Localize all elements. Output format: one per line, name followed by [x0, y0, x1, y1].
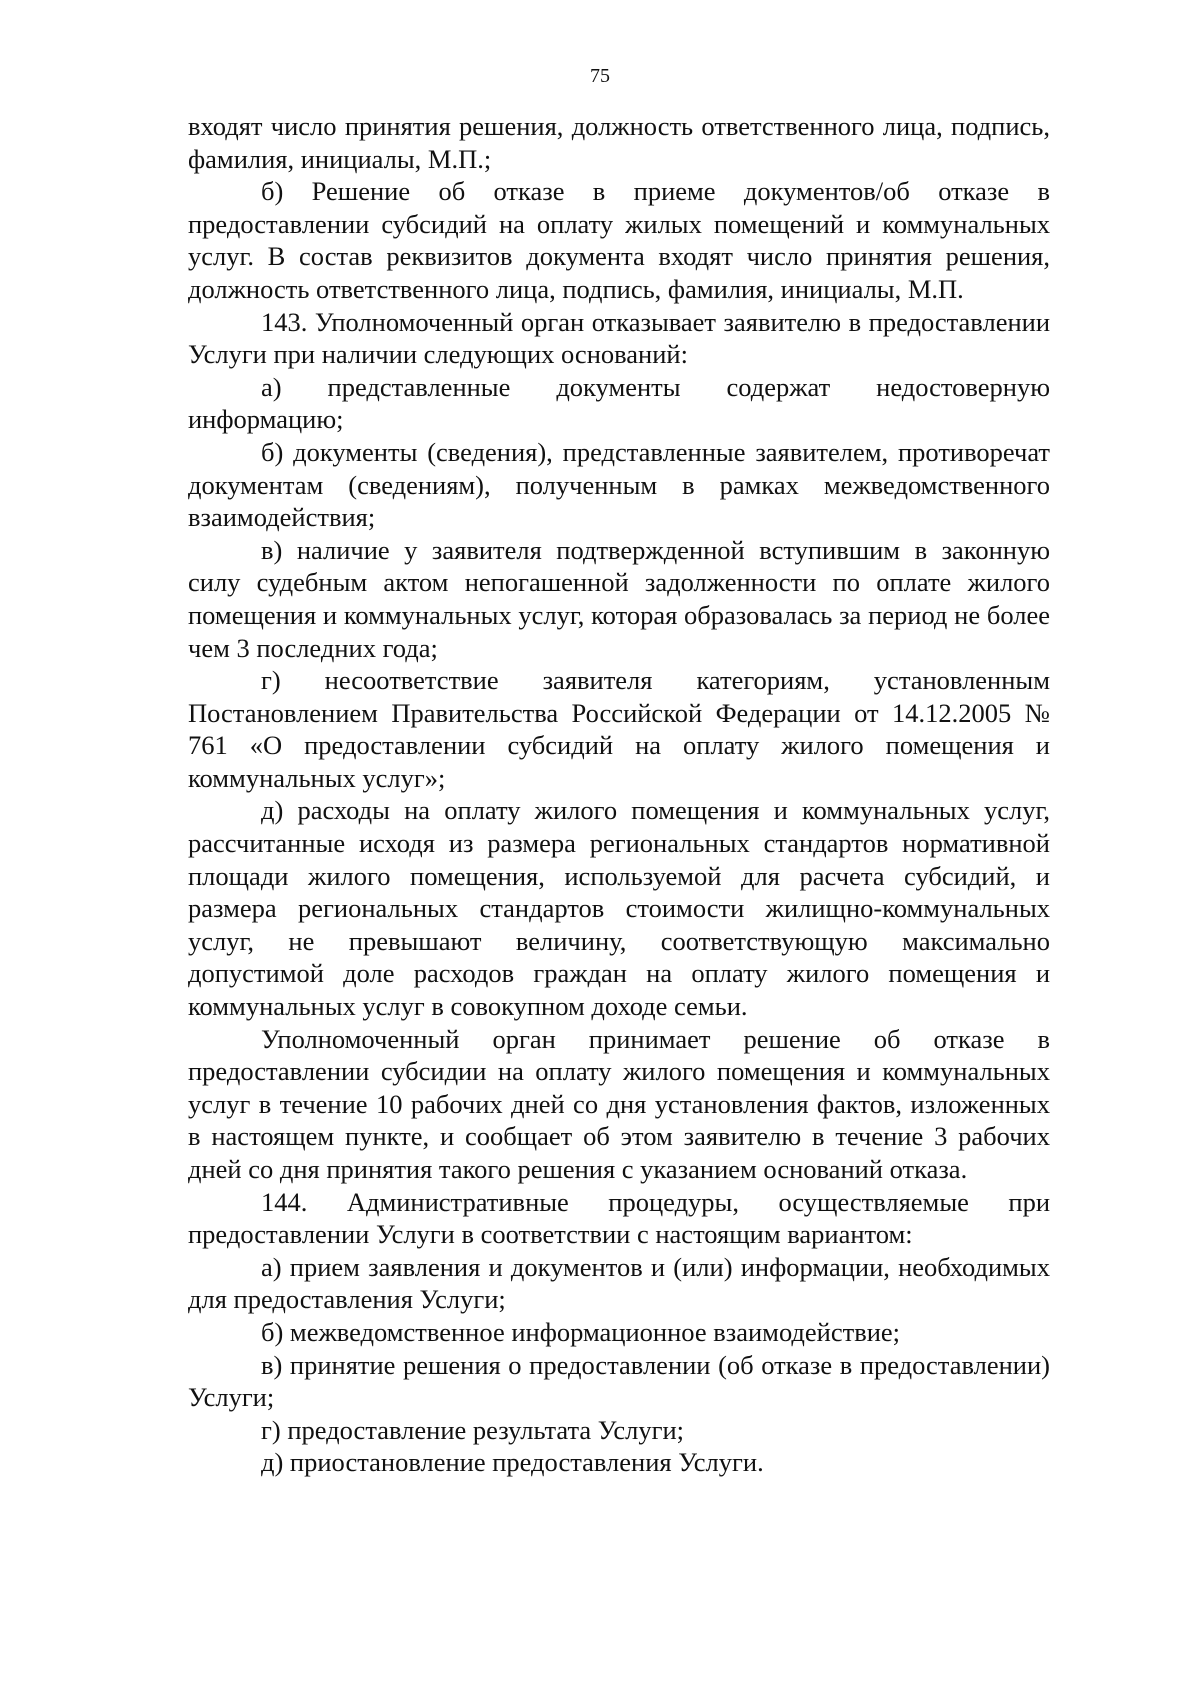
- paragraph-144-v: в) принятие решения о предоставлении (об отказе в предоставлении) Услуги;: [188, 1349, 1050, 1413]
- paragraph-144-d: д) приостановление предоставления Услуги.: [261, 1447, 764, 1478]
- paragraph-143-d: д) расходы на оплату жилого помещения и коммунальных услуг, рассчитанные исходя из размера региональных стандартов нормативной площади жилого помещения, используемой для расчета субсидий, и размера региональных стандартов стоимости жилищно-коммунальных услуг, не превышают величину, соответствующую максимально допустимой доле расходов граждан на оплату жилого помещения и коммунальных услуг в совокупном доходе семьи.: [188, 795, 1050, 1022]
- paragraph-144-g: г) предоставление результата Услуги;: [261, 1414, 685, 1445]
- paragraph-144-heading: 144. Административные процедуры, осуществляемые при предоставлении Услуги в соответствии с настоящим вариантом:: [188, 1186, 1050, 1250]
- paragraph-143-a: а) представленные документы содержат недостоверную информацию;: [188, 371, 1050, 435]
- paragraph-143-g: г) несоответствие заявителя категориям, установленным Постановлением Правительства Российской Федерации от 14.12.2005 № 761 «О предоставлении субсидий на оплату жилого помещения и коммунальных услуг»;: [188, 665, 1050, 793]
- paragraph-144-b: б) межведомственное информационное взаимодействие;: [261, 1316, 901, 1347]
- paragraph-144-a: а) прием заявления и документов и (или) информации, необходимых для предоставления Услуги;: [188, 1251, 1050, 1315]
- paragraph-143-v: в) наличие у заявителя подтвержденной вступившим в законную силу судебным актом непогашенной задолженности по оплате жилого помещения и коммунальных услуг, которая образовалась за период не более чем 3 последних года;: [188, 534, 1050, 663]
- paragraph-continuation: входят число принятия решения, должность ответственного лица, подпись, фамилия, инициалы, М.П.;: [188, 111, 1050, 174]
- paragraph-143-b: б) документы (сведения), представленные заявителем, противоречат документам (сведениям), полученным в рамках межведомственного взаимодействия;: [188, 436, 1050, 533]
- document-body: [188, 110, 1050, 1479]
- paragraph-refusal-procedure: Уполномоченный орган принимает решение об отказе в предоставлении субсидии на оплату жилого помещения и коммунальных услуг в течение 10 рабочих дней со дня установления фактов, изложенных в настоящем пункте, и сообщает об этом заявителю в течение 3 рабочих дней со дня принятия такого решения с указанием оснований отказа.: [188, 1023, 1050, 1184]
- page-number: 75: [590, 65, 610, 87]
- paragraph-143-heading: 143. Уполномоченный орган отказывает заявителю в предоставлении Услуги при наличии следующих оснований:: [188, 306, 1050, 370]
- paragraph-decision-refusal: б) Решение об отказе в приеме документов/об отказе в предоставлении субсидий на оплату жилых помещений и коммунальных услуг. В состав реквизитов документа входят число принятия решения, должность ответственного лица, подпись, фамилия, инициалы, М.П.: [188, 176, 1050, 304]
